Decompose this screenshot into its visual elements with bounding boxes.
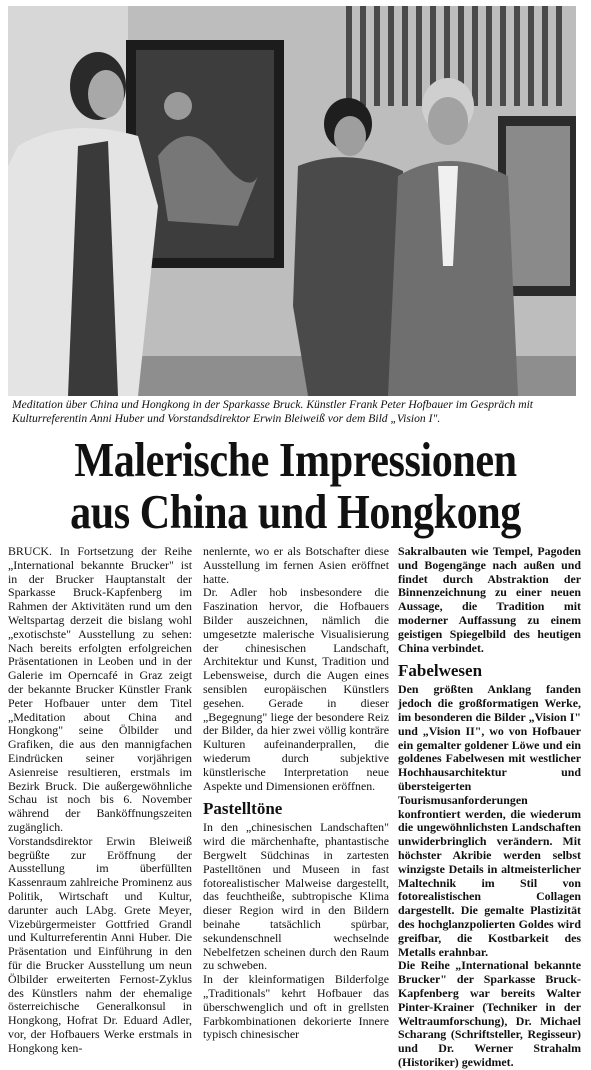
- headline-line-2: aus China und Hongkong: [70, 484, 521, 539]
- photo-caption: Meditation über China und Hongkong in der Sparkasse Bruck. Künstler Frank Peter Hofbauer im Gespräch mit Kulturreferentin Anni Huber und Vorstandsdirektor Erwin Bleiweiß vor dem Bild „Vision I".: [12, 398, 534, 425]
- headline-line-1: Malerische Impressionen: [74, 432, 517, 487]
- article-paragraph: In der kleinformatigen Bilderfolge „Traditionals" kehrt Hofbauer das überschwenglich und oft in grellsten Farbkombinationen dekorierte Innere typisch chinesischer: [203, 972, 389, 1042]
- article-column-2: [203, 545, 389, 1042]
- article-paragraph: In den „chinesischen Landschaften" wird die märchenhafte, phantastische Bergwelt Südchinas in zartesten Pastelltönen und Museen in fast fotorealistischer Malweise dargestellt, das feuchtheiße, subtropische Klima dieser Region wird in den Bildern beinahe tatsächlich spürbar, sekundenschnell wechselnde Nebelfetzen scheinen durch den Raum zu schweben.: [203, 820, 389, 973]
- article-paragraph: Sakralbauten wie Tempel, Pagoden und Bogengänge nach außen und findet durch Abstraktion der Binnenzeichnung zu einer neuen Aussage, die Tradition mit moderner Auffassung zu einem geistigen Spiegelbild des heutigen China verbindet.: [398, 544, 581, 655]
- article-column-3: [398, 545, 581, 1070]
- article-paragraph: nenlernte, wo er als Botschafter diese Ausstellung im fernen Asien eröffnet hatte.: [203, 544, 389, 586]
- article-paragraph: Den größten Anklang fanden jedoch die großformatigen Werke, im besonderen die Bilder „Vision I" und „Vision II", wo von Hofbauer ein gemalter goldener Löwe und ein goldenes Fabelwesen mit westlicher Hochhausarchitektur und übersteigerten Tourismusanforderungen konfrontiert werden, die wiederum die ungewöhnlichsten Landschaften unwiderbringlich verändern. Mit höchster Akribie werden selbst winzigste Details in altmeisterlicher Maltechnik im Stil von fotorealistischen Collagen dargestellt. Die gemalte Plastizität des hochglanzpolierten Goldes wird greifbar, die Kostbarkeit des Metalls erahnbar.: [398, 682, 581, 959]
- article-paragraph: Die Reihe „International bekannte Brucker" der Sparkasse Bruck-Kapfenberg war bereits Walter Pinter-Krainer (Techniker in der Weltraumforschung), Dr. Michael Scharang (Schriftsteller, Regisseur) und Dr. Werner Strahalm (Historiker) gewidmet.: [398, 958, 581, 1069]
- article-paragraph: BRUCK. In Fortsetzung der Reihe „International bekannte Brucker" ist in der Brucker Hauptanstalt der Sparkasse Bruck-Kapfenberg im Rahmen der Aktivitäten rund um den Weltspartag derzeit die bislang wohl „exotischste" Ausstellung zu sehen: Nach bereits erfolgten erfolgreichen Präsentationen in Leoben und in der Galerie im Operncafé in Graz zeigt der bekannte Brucker Künstler Frank Peter Hofbauer unter dem Titel „Meditation about China and Hongkong" seine Ölbilder und Grafiken, die aus den mannigfachen Eindrücken seiner vorjährigen Asienreise resultieren, erstmals im Bezirk Bruck. Die außergewöhnliche Schau ist noch bis 6. November während der Banköffnungszeiten zugänglich.: [8, 544, 192, 834]
- article-paragraph: Vorstandsdirektor Erwin Bleiweiß begrüßte zur Eröffnung der Ausstellung im überfüllten Kassenraum zahlreiche Prominenz aus Politik, Wirtschaft und Kultur, darunter auch LAbg. Grete Meyer, Vizebürgermeister Gottfried Grandl und Kulturreferentin Anni Huber. Die Präsentation und Einführung in den für die Brucker Ausstellung um neun Ölbilder erweiterten Fernost-Zyklus des Künstlers nahm der ehemalige österreichische Generalkonsul in Hongkong, Hofrat Dr. Eduard Adler, vor, der Hofbauers Werke erstmals in Hongkong ken-: [8, 833, 192, 1055]
- article-paragraph: Dr. Adler hob insbesondere die Faszination hervor, die Hofbauers Bilder auszeichnen, nämlich die umgesetzte malerische Visualisierung der chinesischen Landschaft, Architektur und Kunst, Tradition und Lebensweise, durch die Augen eines sensiblen europäischen Künstlers gesehen. Gerade in dieser „Begegnung" liege der besondere Reiz der Bilder, da hier zwei völlig konträre Kulturen aufeinanderprallen, die wiederum durch subjektive künstlerische Interpretation neue Aspekte und Dimensionen eröffnen.: [203, 585, 389, 793]
- headline: [41, 434, 549, 538]
- subheading-pastelltoene: Pastelltöne: [203, 799, 283, 819]
- news-photo: [8, 6, 576, 396]
- article-column-1: [8, 545, 192, 1055]
- subheading-fabelwesen: Fabelwesen: [398, 661, 483, 681]
